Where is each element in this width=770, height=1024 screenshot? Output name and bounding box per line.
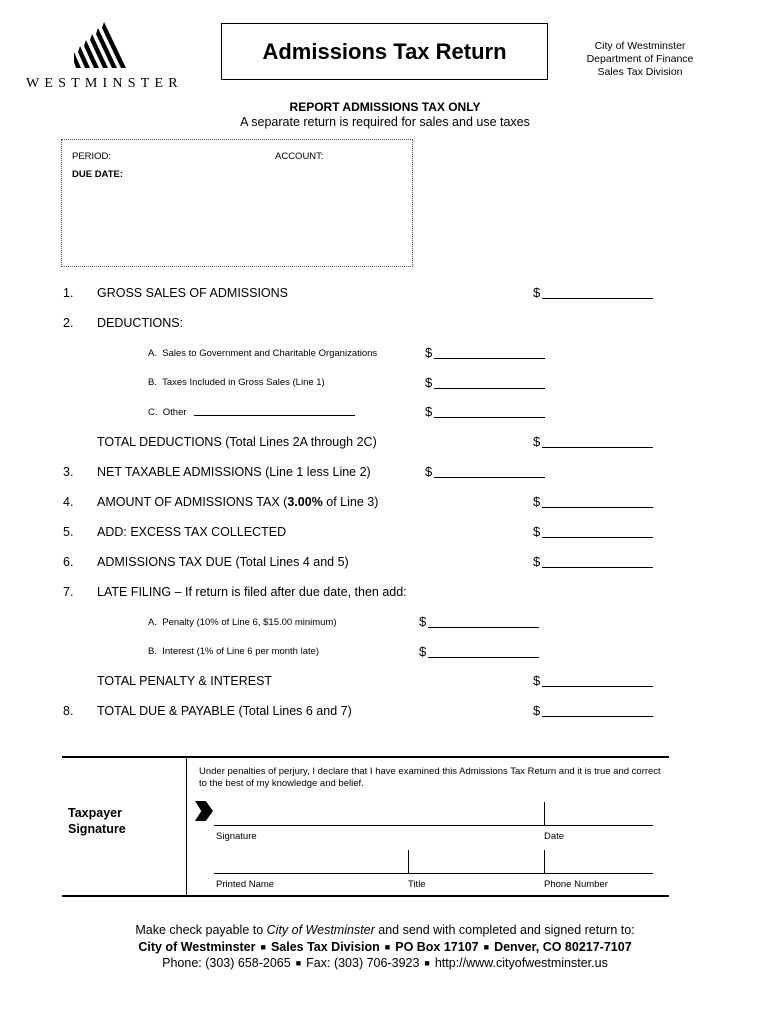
signature-heading-label: Signature (68, 822, 126, 836)
contact-info (0, 956, 770, 970)
address-division: Sales Tax Division (270, 940, 380, 954)
sign-here-arrow-icon (195, 801, 213, 821)
due-date-label: DUE DATE: (72, 169, 124, 180)
line-6-amount-field[interactable] (542, 555, 653, 568)
line-5-amount-field[interactable] (542, 525, 653, 538)
line-2b-dollar: $ (425, 375, 433, 390)
address-po-box: PO Box 17107 (395, 940, 479, 954)
line-4-number: 4. (63, 495, 74, 509)
westminster-logo-icon (74, 20, 126, 68)
signature-section-top-rule (62, 756, 669, 758)
period-label: PERIOD: (72, 151, 112, 162)
total-penalty-label: TOTAL PENALTY & INTEREST (97, 674, 273, 688)
total-deductions-amount-field[interactable] (542, 435, 653, 448)
separator-icon: ■ (384, 942, 391, 952)
line-1-label: GROSS SALES OF ADMISSIONS (97, 286, 289, 300)
line-3-dollar: $ (425, 464, 433, 479)
signature-field-label: Signature (216, 831, 257, 842)
line-4-amount-field[interactable] (542, 495, 653, 508)
date-field-label: Date (544, 831, 565, 842)
line-8-number: 8. (63, 704, 74, 718)
signature-section-bottom-rule (62, 895, 669, 897)
separator-icon: ■ (295, 958, 302, 968)
line-4-label (97, 495, 378, 509)
line-6-dollar: $ (533, 554, 541, 569)
total-penalty-amount-field[interactable] (542, 674, 653, 687)
perjury-statement: Under penalties of perjury, I declare that I have examined this Admissions Tax Return and it is true and correct to the best of my knowledge and belief. (199, 766, 661, 789)
line-1-amount-field[interactable] (542, 286, 653, 299)
line-2b-amount-field[interactable] (434, 376, 545, 389)
form-title: Admissions Tax Return (221, 23, 548, 80)
line-7-number: 7. (63, 585, 74, 599)
line-7-label: LATE FILING – If return is filed after due date, then add: (97, 585, 407, 599)
payment-instructions (0, 923, 770, 937)
report-subheading: A separate return is required for sales and use taxes (240, 115, 530, 129)
line-2c-amount-field[interactable] (434, 405, 545, 418)
line-2b-label: B. Taxes Included in Gross Sales (Line 1) (148, 377, 325, 388)
phone-divider (544, 850, 545, 873)
line-4-tax-rate: 3.00% (287, 495, 323, 509)
signature-line[interactable] (214, 825, 653, 826)
payment-instructions-pre: Make check payable to (135, 923, 267, 937)
line-1-dollar: $ (533, 285, 541, 300)
report-heading: REPORT ADMISSIONS TAX ONLY (289, 100, 481, 114)
printed-name-line[interactable] (214, 873, 653, 874)
payee-name: City of Westminster (266, 923, 375, 937)
line-7a-amount-field[interactable] (428, 615, 539, 628)
line-7a-label: A. Penalty (10% of Line 6, $15.00 minimum) (148, 617, 337, 628)
line-8-label: TOTAL DUE & PAYABLE (Total Lines 6 and 7) (97, 704, 352, 718)
signature-section-divider (186, 757, 187, 895)
title-divider (408, 850, 409, 873)
line-3-label: NET TAXABLE ADMISSIONS (Line 1 less Line 2) (97, 465, 371, 479)
contact-fax: Fax: (303) 706-3923 (306, 956, 420, 970)
total-deductions-label: TOTAL DEDUCTIONS (Total Lines 2A through 2C) (97, 435, 377, 449)
line-4-dollar: $ (533, 494, 541, 509)
total-deductions-dollar: $ (533, 434, 541, 449)
line-2-label: DEDUCTIONS: (97, 316, 184, 330)
line-2c-other-description-field[interactable] (194, 404, 355, 416)
dept-line-division: Sales Tax Division (597, 66, 683, 78)
line-8-dollar: $ (533, 703, 541, 718)
line-7b-amount-field[interactable] (428, 645, 539, 658)
line-2a-amount-field[interactable] (434, 346, 545, 359)
line-7b-label: B. Interest (1% of Line 6 per month late) (148, 646, 320, 657)
address-city-zip: Denver, CO 80217-7107 (494, 940, 632, 954)
department-block (570, 40, 710, 79)
line-6-label: ADMISSIONS TAX DUE (Total Lines 4 and 5) (97, 555, 349, 569)
contact-phone: Phone: (303) 658-2065 (162, 956, 291, 970)
mailing-address (0, 940, 770, 954)
line-5-number: 5. (63, 525, 74, 539)
phone-field-label: Phone Number (544, 879, 608, 890)
line-4-label-post: of Line 3) (322, 495, 379, 509)
contact-website-link[interactable]: http://www.cityofwestminster.us (434, 956, 608, 970)
account-info-box (61, 139, 413, 267)
line-2-number: 2. (63, 316, 74, 330)
line-6-number: 6. (63, 555, 74, 569)
line-3-number: 3. (63, 465, 74, 479)
payment-instructions-post: and send with completed and signed return to: (374, 923, 635, 937)
address-city: City of Westminster (138, 940, 256, 954)
separator-icon: ■ (424, 958, 430, 968)
line-5-label: ADD: EXCESS TAX COLLECTED (97, 525, 287, 539)
separator-icon: ■ (260, 942, 266, 952)
line-7b-dollar: $ (419, 644, 427, 659)
line-1-number: 1. (63, 286, 74, 300)
logo-wordmark: WESTMINSTER (26, 76, 183, 91)
title-field-label: Title (408, 879, 426, 890)
line-4-label-pre: AMOUNT OF ADMISSIONS TAX ( (97, 495, 288, 509)
total-penalty-dollar: $ (533, 673, 541, 688)
printed-name-field-label: Printed Name (216, 879, 275, 890)
line-3-amount-field[interactable] (434, 465, 545, 478)
line-7a-dollar: $ (419, 614, 427, 629)
line-2c-label: C. Other (148, 407, 187, 418)
line-2a-label: A. Sales to Government and Charitable Organizations (148, 348, 378, 359)
line-2a-dollar: $ (425, 345, 433, 360)
separator-icon: ■ (483, 942, 490, 952)
account-label: ACCOUNT: (275, 151, 324, 162)
dept-line-city: City of Westminster (594, 40, 686, 52)
line-2c-dollar: $ (425, 404, 433, 419)
line-5-dollar: $ (533, 524, 541, 539)
taxpayer-signature-heading (68, 805, 126, 837)
date-divider (544, 802, 545, 825)
taxpayer-label: Taxpayer (68, 806, 122, 820)
dept-line-finance: Department of Finance (586, 53, 694, 65)
line-8-amount-field[interactable] (542, 704, 653, 717)
